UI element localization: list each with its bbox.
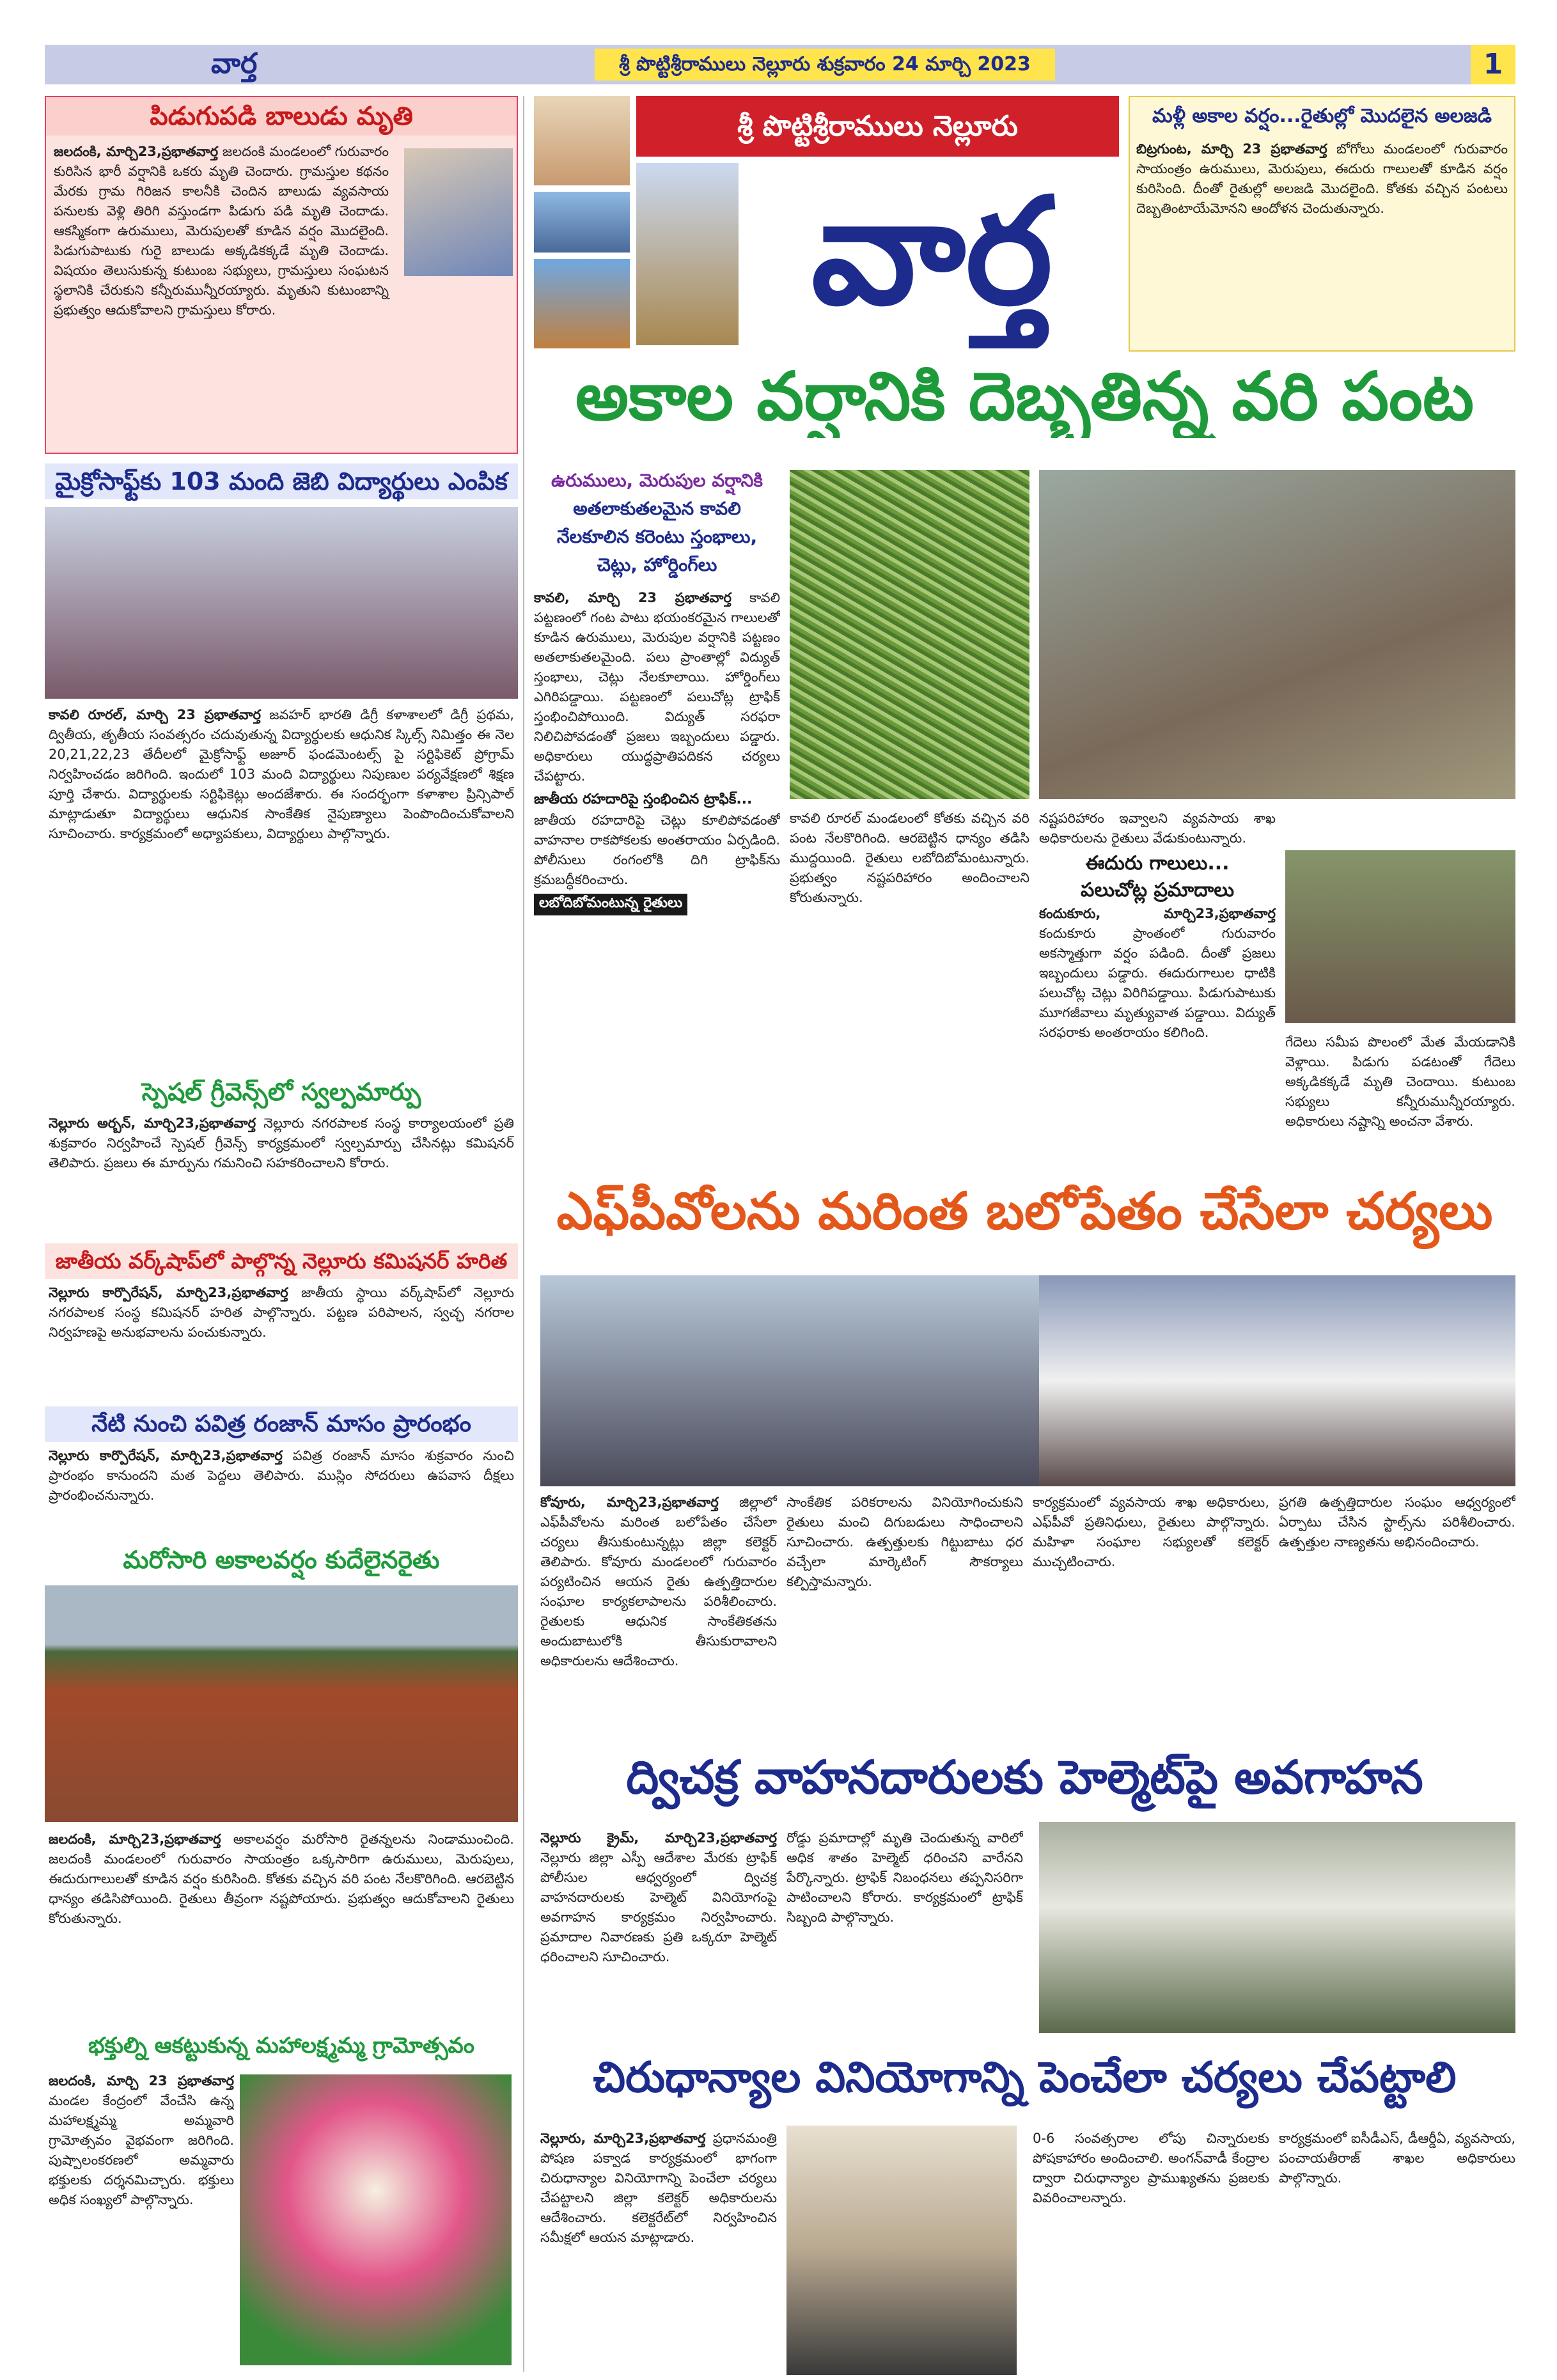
article-text: జాతీయ స్థాయి వర్క్‌షాప్‌లో నెల్లూరు నగరపాలక సంస్థ కమిషనర్ హరిత పాల్గొన్నారు. పట్టణ పరిపాలన, స్వచ్ఛ నగరాల నిర్వహణపై అనుభవాలను పంచుకున్నారు. xyxy=(49,1285,515,1340)
photo-dead-buffalo xyxy=(1285,850,1515,1023)
helmet-col-2: రోడ్డు ప్రమాదాల్లో మృతి చెందుతున్న వారిలో అధిక శాతం హెల్మెట్ ధరించని వారేనని పేర్కొన్నారు. ట్రాఫిక్ నిబంధనలు తప్పనిసరిగా పాటించాలని కోరారు. కార్యక్రమంలో ట్రాఫిక్ సిబ్బంది పాల్గొన్నారు. xyxy=(786,1830,1023,1925)
lead-story xyxy=(534,467,780,1144)
photo-boy xyxy=(404,148,513,276)
lead-rural-text: కావలి రూరల్ మండలంలో కోతకు వచ్చిన వరి పంట నేలకొరిగింది. ఆరబెట్టిన ధాన్యం తడిసి ముద్దయింది. రైతులు లబోదిబోమంటున్నారు. ప్రభుత్వం నష్టపరిహారం అందించాలని కోరుతున్నారు. xyxy=(790,811,1029,905)
headline: నేటి నుంచి పవిత్ర రంజాన్ మాసం ప్రారంభం xyxy=(45,1406,518,1442)
left-story-lightning xyxy=(45,96,518,454)
fpo-text: జిల్లాలో ఎఫ్‌పీవోలను మరింత బలోపేతం చేసేలా చర్యలు తీసుకుంటున్నట్లు జిల్లా కలెక్టర్ తెలిపారు. కోవూరు మండలంలో గురువారం పర్యటించిన ఆయన రైతు ఉత్పత్తిదారుల సంఘాల కార్యకలాపాలను పరిశీలించారు. రైతులకు ఆధునిక సాంకేతికతను అందుబాటులోకి తీసుకురావాలని అధికారులను ఆదేశించారు. xyxy=(540,1495,777,1668)
helmet-dateline: నెల్లూరు క్రైమ్, మార్చి23,ప్రభాతవార్త xyxy=(540,1830,777,1846)
helmet-headline: ద్విచక్ర వాహనదారులకు హెల్మెట్‌పై అవగాహన xyxy=(626,1750,1423,1804)
headline: స్పెషల్ గ్రీవెన్స్‌లో స్వల్పమార్పు xyxy=(141,1078,421,1106)
left-story-microsoft xyxy=(45,463,518,1064)
storm-headline: ఈదురు గాలులు... xyxy=(1085,852,1230,875)
masthead-portrait xyxy=(534,96,630,185)
lead-subhead-traffic: జాతీయ రహదారిపై స్తంభించిన ట్రాఫిక్... xyxy=(534,791,753,807)
storm-subhead: పలుచోట్ల ప్రమాదాలు xyxy=(1080,879,1234,901)
storm-body-2: గేదెలు సమీప పొలంలో మేత మేయడానికి వెళ్లాయి. పిడుగు పడటంతో గేదెలు అక్కడికక్కడే మృతి చెందాయి. కుటుంబ సభ్యులు కన్నీరుమున్నీరయ్యారు. అధికారులు నష్టాన్ని అంచనా వేశారు. xyxy=(1285,1034,1515,1129)
masthead xyxy=(534,96,1119,352)
millets-col-1 xyxy=(540,2129,777,2248)
fpo-dateline: కోవూరు, మార్చి23,ప్రభాతవార్త xyxy=(540,1495,719,1510)
storm-story xyxy=(1039,850,1515,1151)
article-dateline: నెల్లూరు కార్పొరేషన్, మార్చి23,ప్రభాతవార్త xyxy=(49,1285,288,1300)
fpo-col-3: కార్యక్రమంలో వ్యవసాయ శాఖ అధికారులు, ఎఫ్‌పీవో ప్రతినిధులు, రైతులు పాల్గొన్నారు. మహిళా సంఘాల సభ్యులతో కలెక్టర్ ముచ్చటించారు. xyxy=(1033,1495,1269,1569)
lead-subhead-1: ఉరుములు, మెరుపుల వర్షానికి xyxy=(551,470,763,491)
headline: మళ్లీ అకాల వర్షం...రైతుల్లో మొదలైన అలజడి xyxy=(1152,105,1492,127)
helmet-text: నెల్లూరు జిల్లా ఎస్పీ ఆదేశాల మేరకు ట్రాఫిక్ పోలీసుల ఆధ్వర్యంలో ద్విచక్ర వాహనదారులకు హెల్మెట్ వినియోగంపై అవగాహన కార్యక్రమం నిర్వహించారు. ప్రమాదాల నివారణకు ప్రతి ఒక్కరూ హెల్మెట్ ధరించాలని సూచించారు. xyxy=(540,1850,777,1964)
article-dateline: జలదంకి, మార్చి23,ప్రభాతవార్త xyxy=(54,144,219,159)
lead-subheads xyxy=(534,467,780,579)
header-logo: వార్త xyxy=(211,47,258,80)
lead-headline: అకాల వర్షానికి దెబ్బతిన్న వరి పంట xyxy=(575,357,1475,435)
lead-text: కావలి పట్టణంలో గంట పాటు భయంకరమైన గాలులతో కూడిన ఉరుములు, మెరుపుల వర్షానికి పట్టణం అతలాకుతలమైంది. పలు ప్రాంతాల్లో విద్యుత్ స్తంభాలు, చెట్లు నేలకూలాయి. హోర్డింగ్‌లు ఎగిరిపడ్డాయి. పట్టణంలో పలుచోట్ల ట్రాఫిక్ స్తంభించిపోయింది. విద్యుత్ సరఫరా నిలిచిపోవడంతో ప్రజలు ఇబ్బందులు పడ్డారు. అధికారులు యుద్ధప్రాతిపదికన చర్యలు చేపట్టారు. xyxy=(534,590,780,784)
lead-subhead-4: చెట్లు, హోర్డింగ్‌లు xyxy=(597,554,717,575)
headline: మరోసారి అకాలవర్షం కుదేలైనరైతు xyxy=(123,1546,440,1574)
fpo-col-1 xyxy=(540,1493,777,1671)
article-dateline: నెల్లూరు కార్పొరేషన్, మార్చి23,ప్రభాతవార్త xyxy=(49,1448,283,1463)
fpo-col-2: సాంకేతిక పరికరాలను వినియోగించుకుని రైతులు మంచి దిగుబడులు సాధించాలని సూచించారు. ఉత్పత్తులకు గిట్టుబాటు ధర వచ్చేలా మార్కెటింగ్ సౌకర్యాలు కల్పిస్తామన్నారు. xyxy=(786,1495,1023,1589)
photo-fpo-stall xyxy=(1039,1275,1515,1486)
article-dateline: జలదంకి, మార్చి 23 ప్రభాతవార్త xyxy=(49,2073,234,2088)
photo-collector-desk xyxy=(786,2126,1017,2375)
article-dateline: జలదంకి, మార్చి23,ప్రభాతవార్త xyxy=(49,1832,221,1847)
storm-text: కందుకూరు ప్రాంతంలో గురువారం అకస్మాత్తుగా వర్షం పడింది. దీంతో ప్రజలు ఇబ్బందులు పడ్డారు. ఈదురుగాలుల ధాటికి పలుచోట్ల చెట్లు విరిగిపడ్డాయి. పిడుగుపాటుకు మూగజీవాలు మృత్యువాత పడ్డాయి. విద్యుత్ సరఫరాకు అంతరాయం కలిగింది. xyxy=(1039,926,1276,1040)
article-body xyxy=(45,1110,518,1177)
photo-flattened-paddy xyxy=(790,470,1029,799)
article-text: జవహర్ భారతి డిగ్రీ కళాశాలలో డిగ్రీ ప్రథమ, ద్వితీయ, తృతీయ సంవత్సరం చదువుతున్న విద్యార్థులకు ఆధునిక స్కిల్స్ నిమిత్తం ఈ నెల 20,21,22,23 తేదీలలో మైక్రోసాఫ్ట్ అజూర్ ఫండమెంటల్స్ పై సర్టిఫికెట్ ప్రోగ్రామ్ నిర్వహించడం జరిగింది. ఇందులో 103 మంది విద్యార్థులు నిపుణుల పర్యవేక్షణలో శిక్షణ పూర్తి చేశారు. విద్యార్థులకు సర్టిఫికెట్లు అందజేశారు. ఈ సందర్భంగా కళాశాల ప్రిన్సిపాల్ మాట్లాడుతూ విద్యార్థులు ఆధునిక సాంకేతిక నైపుణ్యాలు పెంపొందించుకోవాలని సూచించారు. కార్యక్రమంలో అధ్యాపకులు, విద్యార్థులు పాల్గొన్నారు. xyxy=(49,707,514,841)
millets-col-2: 0-6 సంవత్సరాల లోపు చిన్నారులకు పోషకాహారం అందించాలి. అంగన్‌వాడీ కేంద్రాల ద్వారా చిరుధాన్యాల ప్రాముఖ్యతను ప్రజలకు వివరించాలన్నారు. xyxy=(1033,2131,1269,2205)
article-dateline: నెల్లూరు అర్బన్, మార్చి23,ప్రభాతవార్త xyxy=(49,1116,256,1131)
millets-headline: చిరుధాన్యాల వినియోగాన్ని పెంచేలా చర్యలు చేపట్టాలి xyxy=(593,2053,1457,2102)
left-story-workshop xyxy=(45,1243,518,1400)
headline: పిడుగుపడి బాలుడు మృతి xyxy=(46,97,517,136)
lead-subhead-3: నేలకూలిన కరెంటు స్తంభాలు, xyxy=(556,526,758,547)
lead-body xyxy=(534,588,780,786)
article-body xyxy=(49,705,514,844)
storm-dateline: కందుకూరు, మార్చి23,ప్రభాతవార్త xyxy=(1039,906,1276,921)
article-body xyxy=(45,1442,518,1509)
lead-rural-body xyxy=(790,809,1029,908)
page-number: 1 xyxy=(1471,45,1515,84)
lead-tag: లబోదిబోమంటున్న రైతులు xyxy=(534,894,687,915)
article-text: జలదంకి మండలంలో గురువారం కురిసిన భారీ వర్షానికి ఒకరు మృతి చెందారు. గ్రామస్తుల కథనం మేరకు గ్రామ గిరిజన కాలనీకి చెందిన బాలుడు వ్యవసాయ పనులకు వెళ్లి తిరిగి వస్తుండగా పిడుగు పడి మృతి చెందాడు. ఆకస్మికంగా ఉరుములు, మెరుపులతో కూడిన వర్షం మొదలైంది. పిడుగుపాటుకు గురై బాలుడు అక్కడికక్కడే మృతి చెందాడు. విషయం తెలుసుకున్న కుటుంబ సభ్యులు, గ్రామస్తులు సంఘటన స్థలానికి చేరుకుని కన్నీరుమున్నీరయ్యారు. మృతుని కుటుంబాన్ని ప్రభుత్వం ఆదుకోవాలని గ్రామస్తులు కోరారు. xyxy=(54,144,389,318)
millets-dateline: నెల్లూరు, మార్చి23,ప్రభాతవార్త xyxy=(540,2131,706,2146)
lead-continuation-text: నష్టపరిహారం ఇవ్వాలని వ్యవసాయ శాఖ అధికారులను రైతులు వేడుకుంటున్నారు. xyxy=(1039,811,1276,846)
photo-collector-visit xyxy=(540,1275,1039,1486)
article-text: బోగోలు మండలంలో గురువారం సాయంత్రం ఉరుములు, మెరుపులు, ఈదురు గాలులతో కూడిన వర్షం కురిసింది. దీంతో రైతుల్లో అలజడి మొదలైంది. కోతకు వచ్చిన పంటలు దెబ్బతింటాయేమోనని ఆందోళన చెందుతున్నారు. xyxy=(1136,141,1508,216)
headline: జాతీయ వర్క్‌షాప్‌లో పాల్గొన్న నెల్లూరు కమిషనర్ హరిత xyxy=(45,1243,518,1279)
millets-col-3: కార్యక్రమంలో ఐసీడీఎస్, డీఆర్డీఏ, వ్యవసాయ, పంచాయతీరాజ్ శాఖల అధికారులు పాల్గొన్నారు. xyxy=(1279,2131,1515,2186)
masthead-title: వార్త xyxy=(811,167,1053,338)
photo-goddess-procession xyxy=(240,2074,512,2365)
photo-flooded-field xyxy=(45,1585,518,1822)
article-text: అకాలవర్షం మరోసారి రైతన్నలను నిండాముంచింది. జలదంకి మండలంలో గురువారం సాయంత్రం ఒక్కసారిగా ఉరుములు, మెరుపులు, ఈదురుగాలులతో కూడిన వర్షం కురిసింది. కోతకు వచ్చిన వరి పంట నేలకొరిగింది. ఆరబెట్టిన ధాన్యం తడిసిపోయింది. రైతులు తీవ్రంగా నష్టపోయారు. ప్రభుత్వం ఆదుకోవాలని రైతులు కోరుతున్నారు. xyxy=(49,1832,514,1926)
top-right-story xyxy=(1129,96,1515,352)
headline: భక్తుల్ని ఆకట్టుకున్న మహాలక్ష్మమ్మ గ్రామోత్సవం xyxy=(88,2033,474,2058)
top-bar xyxy=(45,45,1515,84)
lead-body-2: జాతీయ రహదారిపై చెట్లు కూలిపోవడంతో వాహనాల రాకపోకలకు అంతరాయం ఏర్పడింది. పోలీసులు రంగంలోకి దిగి ట్రాఫిక్‌ను క్రమబద్ధీకరించారు. xyxy=(534,813,780,887)
lead-dateline: కావలి, మార్చి 23 ప్రభాతవార్త xyxy=(534,590,732,605)
photo-traffic-police xyxy=(1039,1822,1515,2033)
masthead-port-photo xyxy=(534,259,630,348)
left-story-ramzan xyxy=(45,1406,518,1534)
fpo-headline: ఎఫ్‌పీవోలను మరింత బలోపేతం చేసేలా చర్యలు xyxy=(556,1181,1493,1241)
masthead-edition-bar: శ్రీ పొట్టిశ్రీరాములు నెల్లూరు xyxy=(636,96,1119,157)
article-body xyxy=(1130,136,1514,222)
masthead-bridge-photo xyxy=(534,192,630,253)
article-body xyxy=(49,1830,514,1929)
lead-continuation xyxy=(1039,809,1276,848)
storm-body xyxy=(1039,904,1276,1043)
headline: మైక్రోసాఫ్ట్‌కు 103 మంది జెబి విద్యార్థులు ఎంపిక xyxy=(45,463,518,499)
masthead-temple-photo xyxy=(636,163,739,345)
left-story-festival xyxy=(45,2026,518,2378)
article-text: నెల్లూరు నగరపాలక సంస్థ కార్యాలయంలో ప్రతి శుక్రవారం నిర్వహించే స్పెషల్ గ్రీవెన్స్ కార్యక్రమంలో స్వల్పమార్పు చేసినట్లు కమిషనర్ తెలిపారు. ప్రజలు ఈ మార్పును గమనించి సహకరించాలని కోరారు. xyxy=(49,1116,514,1171)
article-body xyxy=(49,2071,234,2210)
column-divider xyxy=(523,96,524,2372)
header-dateline: శ్రీ పొట్టిశ్రీరాములు నెల్లూరు శుక్రవారం 24 మార్చి 2023 xyxy=(595,49,1055,81)
lead-subhead-2: అతలాకుతలమైన కావలి xyxy=(573,498,741,519)
helmet-col-1 xyxy=(540,1828,777,1967)
photo-fallen-pole xyxy=(1039,470,1515,799)
millets-text: ప్రధానమంత్రి పోషణ పక్వాడ కార్యక్రమంలో భాగంగా చిరుధాన్యాల వినియోగాన్ని పెంచేలా చర్యలు చేపట్టాలని జిల్లా కలెక్టర్ అధికారులను ఆదేశించారు. కలెక్టరేట్‌లో నిర్వహించిన సమీక్షలో ఆయన మాట్లాడారు. xyxy=(540,2131,777,2245)
article-body xyxy=(45,1279,518,1346)
fpo-col-4: ప్రగతి ఉత్పత్తిదారుల సంఘం ఆధ్వర్యంలో ఏర్పాటు చేసిన స్టాల్స్‌ను పరిశీలించారు. ఉత్పత్తుల నాణ్యతను అభినందించారు. xyxy=(1279,1495,1515,1550)
article-text: పవిత్ర రంజాన్ మాసం శుక్రవారం నుంచి ప్రారంభం కానుందని మత పెద్దలు తెలిపారు. ముస్లిం సోదరులు ఉపవాస దీక్షలు ప్రారంభించనున్నారు. xyxy=(49,1448,514,1503)
left-story-grievance xyxy=(45,1074,518,1234)
left-story-rain xyxy=(45,1541,518,2020)
article-dateline: బిట్రగుంట, మార్చి 23 ప్రభాతవార్త xyxy=(1136,141,1327,157)
article-text: మండల కేంద్రంలో వేంచేసి ఉన్న మహాలక్ష్మమ్మ అమ్మవారి గ్రామోత్సవం వైభవంగా జరిగింది. పుష్పాలంకరణలో అమ్మవారు భక్తులకు దర్శనమిచ్చారు. భక్తులు అధిక సంఖ్యలో పాల్గొన్నారు. xyxy=(49,2093,234,2207)
photo-students xyxy=(45,507,518,699)
article-dateline: కావలి రూరల్, మార్చి 23 ప్రభాతవార్త xyxy=(49,707,261,722)
